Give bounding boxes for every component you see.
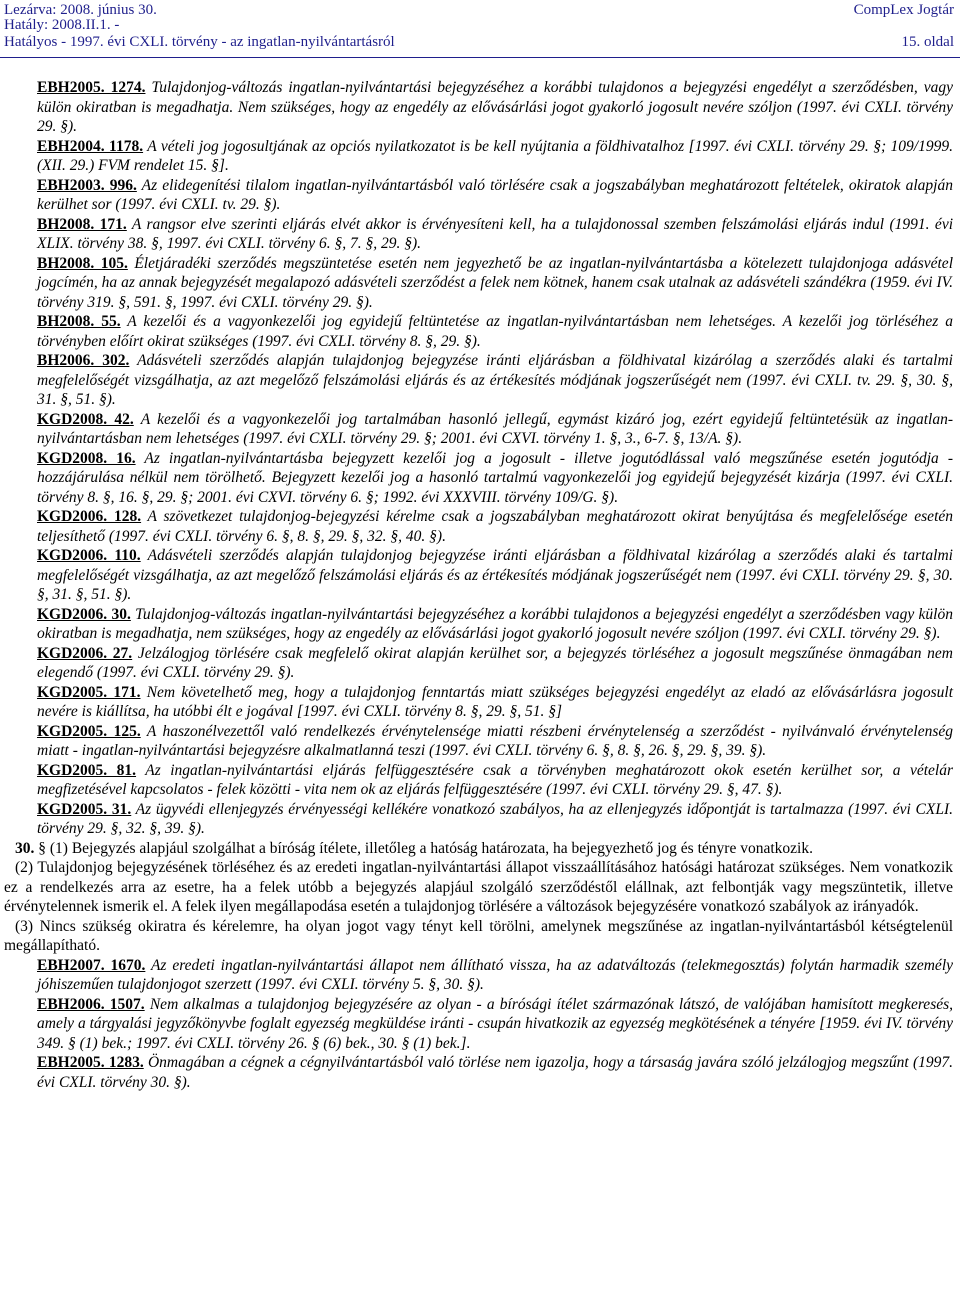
decision-reference-link[interactable]: KGD2006. 27. xyxy=(37,644,133,662)
court-decision xyxy=(0,507,960,546)
court-decision xyxy=(0,449,960,508)
court-decision xyxy=(0,800,960,839)
decision-summary: Nem alkalmas a tulajdonjog bejegyzésére az olyan - a bírósági ítélet származónak látszó, de valójában hamisított megkeresés, amely a tárgyalási jegyzőkönyvbe foglalt egyezség megküldése iránti - csupán hivatkozik az egyezség megkötésének a tényére [1959. évi IV. törvény 349. § (1) bek.; 1997. évi CXLI. törvény 26. § (6) bek., 30. § (1) bek.]. xyxy=(37,995,954,1052)
decision-summary: A szövetkezet tulajdonjog-bejegyzési kérelme csak a jogszabályban meghatározott okirat benyújtása és megfelelősége esetén teljesíthető (1997. évi CXLI. törvény 6. §, 8. §, 29. §, 32. §, 40. §). xyxy=(37,508,953,545)
brand-name: CompLex Jogtár xyxy=(853,2,954,18)
section-number: 30. xyxy=(15,839,35,857)
decision-reference-link[interactable]: EBH2005. 1283. xyxy=(37,1054,144,1071)
decision-reference-link[interactable]: EBH2004. 1178. xyxy=(37,137,144,155)
law-title: Hatályos - 1997. évi CXLI. törvény - az ingatlan-nyilvántartásról xyxy=(4,34,395,50)
decision-reference-link[interactable]: BH2008. 105. xyxy=(37,254,128,272)
decision-reference-link[interactable]: KGD2006. 128. xyxy=(37,508,142,525)
court-decision xyxy=(0,956,960,995)
court-decision xyxy=(0,351,960,410)
decision-list xyxy=(0,78,960,839)
decision-reference-link[interactable]: BH2006. 302. xyxy=(37,352,130,369)
decision-summary: Önmagában a cégnek a cégnyilvántartásból való törlése nem igazolja, hogy a társaság javára szóló jelzálogjog megszűnt (1997. évi CXLI. törvény 30. §). xyxy=(37,1054,953,1091)
section-paragraph-2: (2) Tulajdonjog bejegyzésének törléséhez és az eredeti ingatlan-nyilvántartási állapot visszaállításához hatósági határozat szükséges. Nem vonatkozik ez a rendelkezés arra az esetre, ha a felek utóbb a bejegyzés alapjául szolgáló szerződéstől elállnak, azt felbontják vagy megszüntetik, illetve érvénytelennek ismerik el. A felek ilyen megállapodása esetén a tulajdonjog törlésére a változások bejegyzésére vonatkozó szabályok az irányadók. xyxy=(4,859,953,915)
court-decision xyxy=(0,644,960,683)
decision-summary: Az ügyvédi ellenjegyzés érvényességi kellékére vonatkozó szabályos, ha az ellenjegyzés időpontját is tartalmazza (1997. évi CXLI. törvény 29. §, 32. §, 39. §). xyxy=(37,800,953,837)
validity-date: Hatály: 2008.II.1. - xyxy=(4,17,120,33)
section-paragraph-3: (3) Nincs szükség okiratra és kérelemre, ha olyan jogot vagy tényt kell törölni, amelynek megszűnése az ingatlan-nyilvántartásból kétségtelenül megállapítható. xyxy=(4,917,953,954)
section-text-1: § (1) Bejegyzés alapjául szolgálhat a bíróság ítélete, illetőleg a hatóság határozata, ha bejegyezhető jog és tényre vonatkozik. xyxy=(34,839,813,857)
decision-summary: Az eredeti ingatlan-nyilvántartási állapot nem állítható vissza, ha az adatváltozás (telekmegosztás) folytán harmadik személy jóhiszeműen tulajdonjogot szerzett (1997. évi CXLI. törvény 5. §, 30. §). xyxy=(37,956,953,993)
decision-summary: Az ingatlan-nyilvántartásba bejegyzett kezelői jog a jogosult - illetve jogutódlással való megszűnése esetén jogutódja - hozzájárulása nélkül nem törölhető. Bejegyzett kezelői jog a hasonló tartalmú vagyonkezelői jog egyidejű bejegyzését kizárja (1997. évi CXLI. törvény 8. §, 16. §, 29. §; 2001. évi CXVI. törvény 6. §; 1992. évi XXXVIII. törvény 109/G. §). xyxy=(37,449,953,506)
decision-reference-link[interactable]: KGD2005. 31. xyxy=(37,800,132,818)
court-decision xyxy=(0,1053,960,1092)
decision-summary: A kezelői és a vagyonkezelői jog tartalmában hasonló jellegű, egymást kizáró jog, ezért egyidejű feltüntetésük az ingatlan-nyilvántartásban nem lehetséges (1997. évi CXLI. törvény 29. §; 2001. évi CXVI. törvény 1. §, 3., 6-7. §, 13/A. §). xyxy=(37,410,953,447)
decision-summary: Az elidegenítési tilalom ingatlan-nyilvántartásból való törlésére csak a jogszabályban meghatározott feltételek, okiratok alapján kerülhet sor (1997. évi CXLI. tv. 29. §). xyxy=(37,176,953,213)
decision-reference-link[interactable]: KGD2006. 30. xyxy=(37,605,131,623)
court-decision xyxy=(0,215,960,254)
decision-reference-link[interactable]: KGD2005. 125. xyxy=(37,722,141,740)
section-paragraph-1 xyxy=(0,839,960,859)
court-decision xyxy=(0,410,960,449)
decision-summary: A rangsor elve szerinti eljárás elvét akkor is érvényesíteni kell, ha a tulajdonossal szemben felszámolási eljárás indul (1991. évi XLIX. törvény 38. §, 1997. évi CXLI. törvény 6. §, 7. §, 29. §). xyxy=(37,215,953,252)
decision-summary: Életjáradéki szerződés megszüntetése esetén nem jegyezhető be az ingatlan-nyilvántartásba a kötelezett tulajdonjoga adásvétel jogcímén, ha az annak bejegyzését megalapozó adásvételi szerződést a felek nem kötnek, hanem csak utalnak az adásvételi szándékra (1959. évi IV. törvény 319. §, 591. §, 1997. évi CXLI. törvény 29. §). xyxy=(37,254,953,311)
decision-summary: Adásvételi szerződés alapján tulajdonjog bejegyzése iránti eljárásban a földhivatal kizárólag a szerződés alaki és tartalmi megfelelőségét vizsgálhatja, az azt megelőző felszámolási eljárás és az értékesítés módjának jogszerűségét nem (1997. évi CXLI. törvény 29. §, 30. §, 31. §, 51. §). xyxy=(37,547,953,603)
court-decision xyxy=(0,605,960,644)
decision-summary: Jelzálogjog törlésére csak megfelelő okirat alapján kerülhet sor, a bejegyzés törléséhez a jogosult megszűnése önmagában nem elegendő (1997. évi CXLI. törvény 29. §). xyxy=(37,644,953,681)
decision-summary: A kezelői és a vagyonkezelői jog egyidejű feltüntetése az ingatlan-nyilvántartásban nem lehetséges. A kezelői jog törléséhez a törvényben előírt okirat szükséges (1997. évi CXLI. törvény 8. §, 29. §). xyxy=(37,313,953,350)
decision-reference-link[interactable]: EBH2006. 1507. xyxy=(37,995,145,1013)
court-decision xyxy=(0,683,960,722)
decision-reference-link[interactable]: KGD2005. 171. xyxy=(37,683,141,701)
decision-reference-link[interactable]: BH2008. 55. xyxy=(37,313,121,330)
decision-summary: A vételi jog jogosultjának az opciós nyilatkozatot is be kell nyújtania a földhivatalhoz [1997. évi CXLI. törvény 29. §; 109/1999. (XII. 29.) FVM rendelet 15. §]. xyxy=(37,137,953,174)
court-decision xyxy=(0,722,960,761)
decision-reference-link[interactable]: KGD2005. 81. xyxy=(37,761,137,779)
decision-reference-link[interactable]: EBH2003. 996. xyxy=(37,176,137,194)
decision-summary: A haszonélvezettől való rendelkezés érvénytelensége miatti részbeni érvénytelenség a szerződést - nyilvánvaló érvénytelenség miatt - ingatlan-nyilvántartási bejegyzésre alkalmatlanná teszi (1997. évi CXLI. törvény 6. §, 8. §, 26. §, 29. §, 39. §). xyxy=(37,722,953,759)
decision-summary: Tulajdonjog-változás ingatlan-nyilvántartási bejegyzéséhez a korábbi tulajdonos a bejegyzési engedélyt a szerződésben vagy külön okiratban is megadhatja, nem szükséges, hogy az engedély az elővásárlási jogot gyakorló jogosult nevére szóljon (1997. évi CXLI. törvény 29. §). xyxy=(37,605,953,642)
decision-reference-link[interactable]: EBH2007. 1670. xyxy=(37,956,146,974)
court-decision xyxy=(0,176,960,215)
court-decision xyxy=(0,312,960,351)
decision-reference-link[interactable]: KGD2008. 42. xyxy=(37,410,134,428)
decision-list xyxy=(0,956,960,1093)
decision-reference-link[interactable]: EBH2005. 1274. xyxy=(37,79,146,96)
decision-reference-link[interactable]: KGD2006. 110. xyxy=(37,547,141,564)
decision-reference-link[interactable]: BH2008. 171. xyxy=(37,215,127,233)
document-body xyxy=(0,78,960,1314)
court-decision xyxy=(0,761,960,800)
page-header xyxy=(0,0,960,60)
decision-summary: Adásvételi szerződés alapján tulajdonjog bejegyzése iránti eljárásban a földhivatal kizárólag a szerződés alaki és tartalmi megfelelőségét vizsgálhatja, az azt megelőző felszámolási eljárás és az értékesítés módjának jogszerűségét nem (1997. évi CXLI. tv. 29. §, 30. §, 31. §, 51. §). xyxy=(37,352,953,408)
court-decision xyxy=(0,546,960,605)
court-decision xyxy=(0,254,960,313)
header-divider xyxy=(0,57,960,58)
page-number: 15. oldal xyxy=(901,34,954,50)
decision-summary: Tulajdonjog-változás ingatlan-nyilvántartási bejegyzéséhez a korábbi tulajdonos a bejegyzési engedélyt a szerződésben, vagy külön okiratban is megadhatja. Nem szükséges, hogy az engedély az elővásárlási jogot gyakorló jogosult nevére szóljon (1997. évi CXLI. törvény 29. §). xyxy=(37,79,953,135)
court-decision xyxy=(0,137,960,176)
decision-summary: Az ingatlan-nyilvántartási eljárás felfüggesztésére csak a törvényben meghatározott okok esetén kerülhet sor, a vételár megfizetésével kapcsolatos - felek közötti - vita nem ok az eljárás felfüggesztésére (1997. évi CXLI. törvény 29. §, 47. §). xyxy=(37,761,954,798)
closing-date: Lezárva: 2008. június 30. xyxy=(4,2,157,18)
court-decision xyxy=(0,78,960,137)
decision-reference-link[interactable]: KGD2008. 16. xyxy=(37,449,136,467)
court-decision xyxy=(0,995,960,1054)
decision-summary: Nem követelhető meg, hogy a tulajdonjog fenntartás miatt szükséges bejegyzési engedélyt az eladó az elővásárlásra jogosult nevére is kiállítsa, ha utóbbi élt e jogával [1997. évi CXLI. törvény 8. §, 29. §, 51. §] xyxy=(37,683,953,720)
